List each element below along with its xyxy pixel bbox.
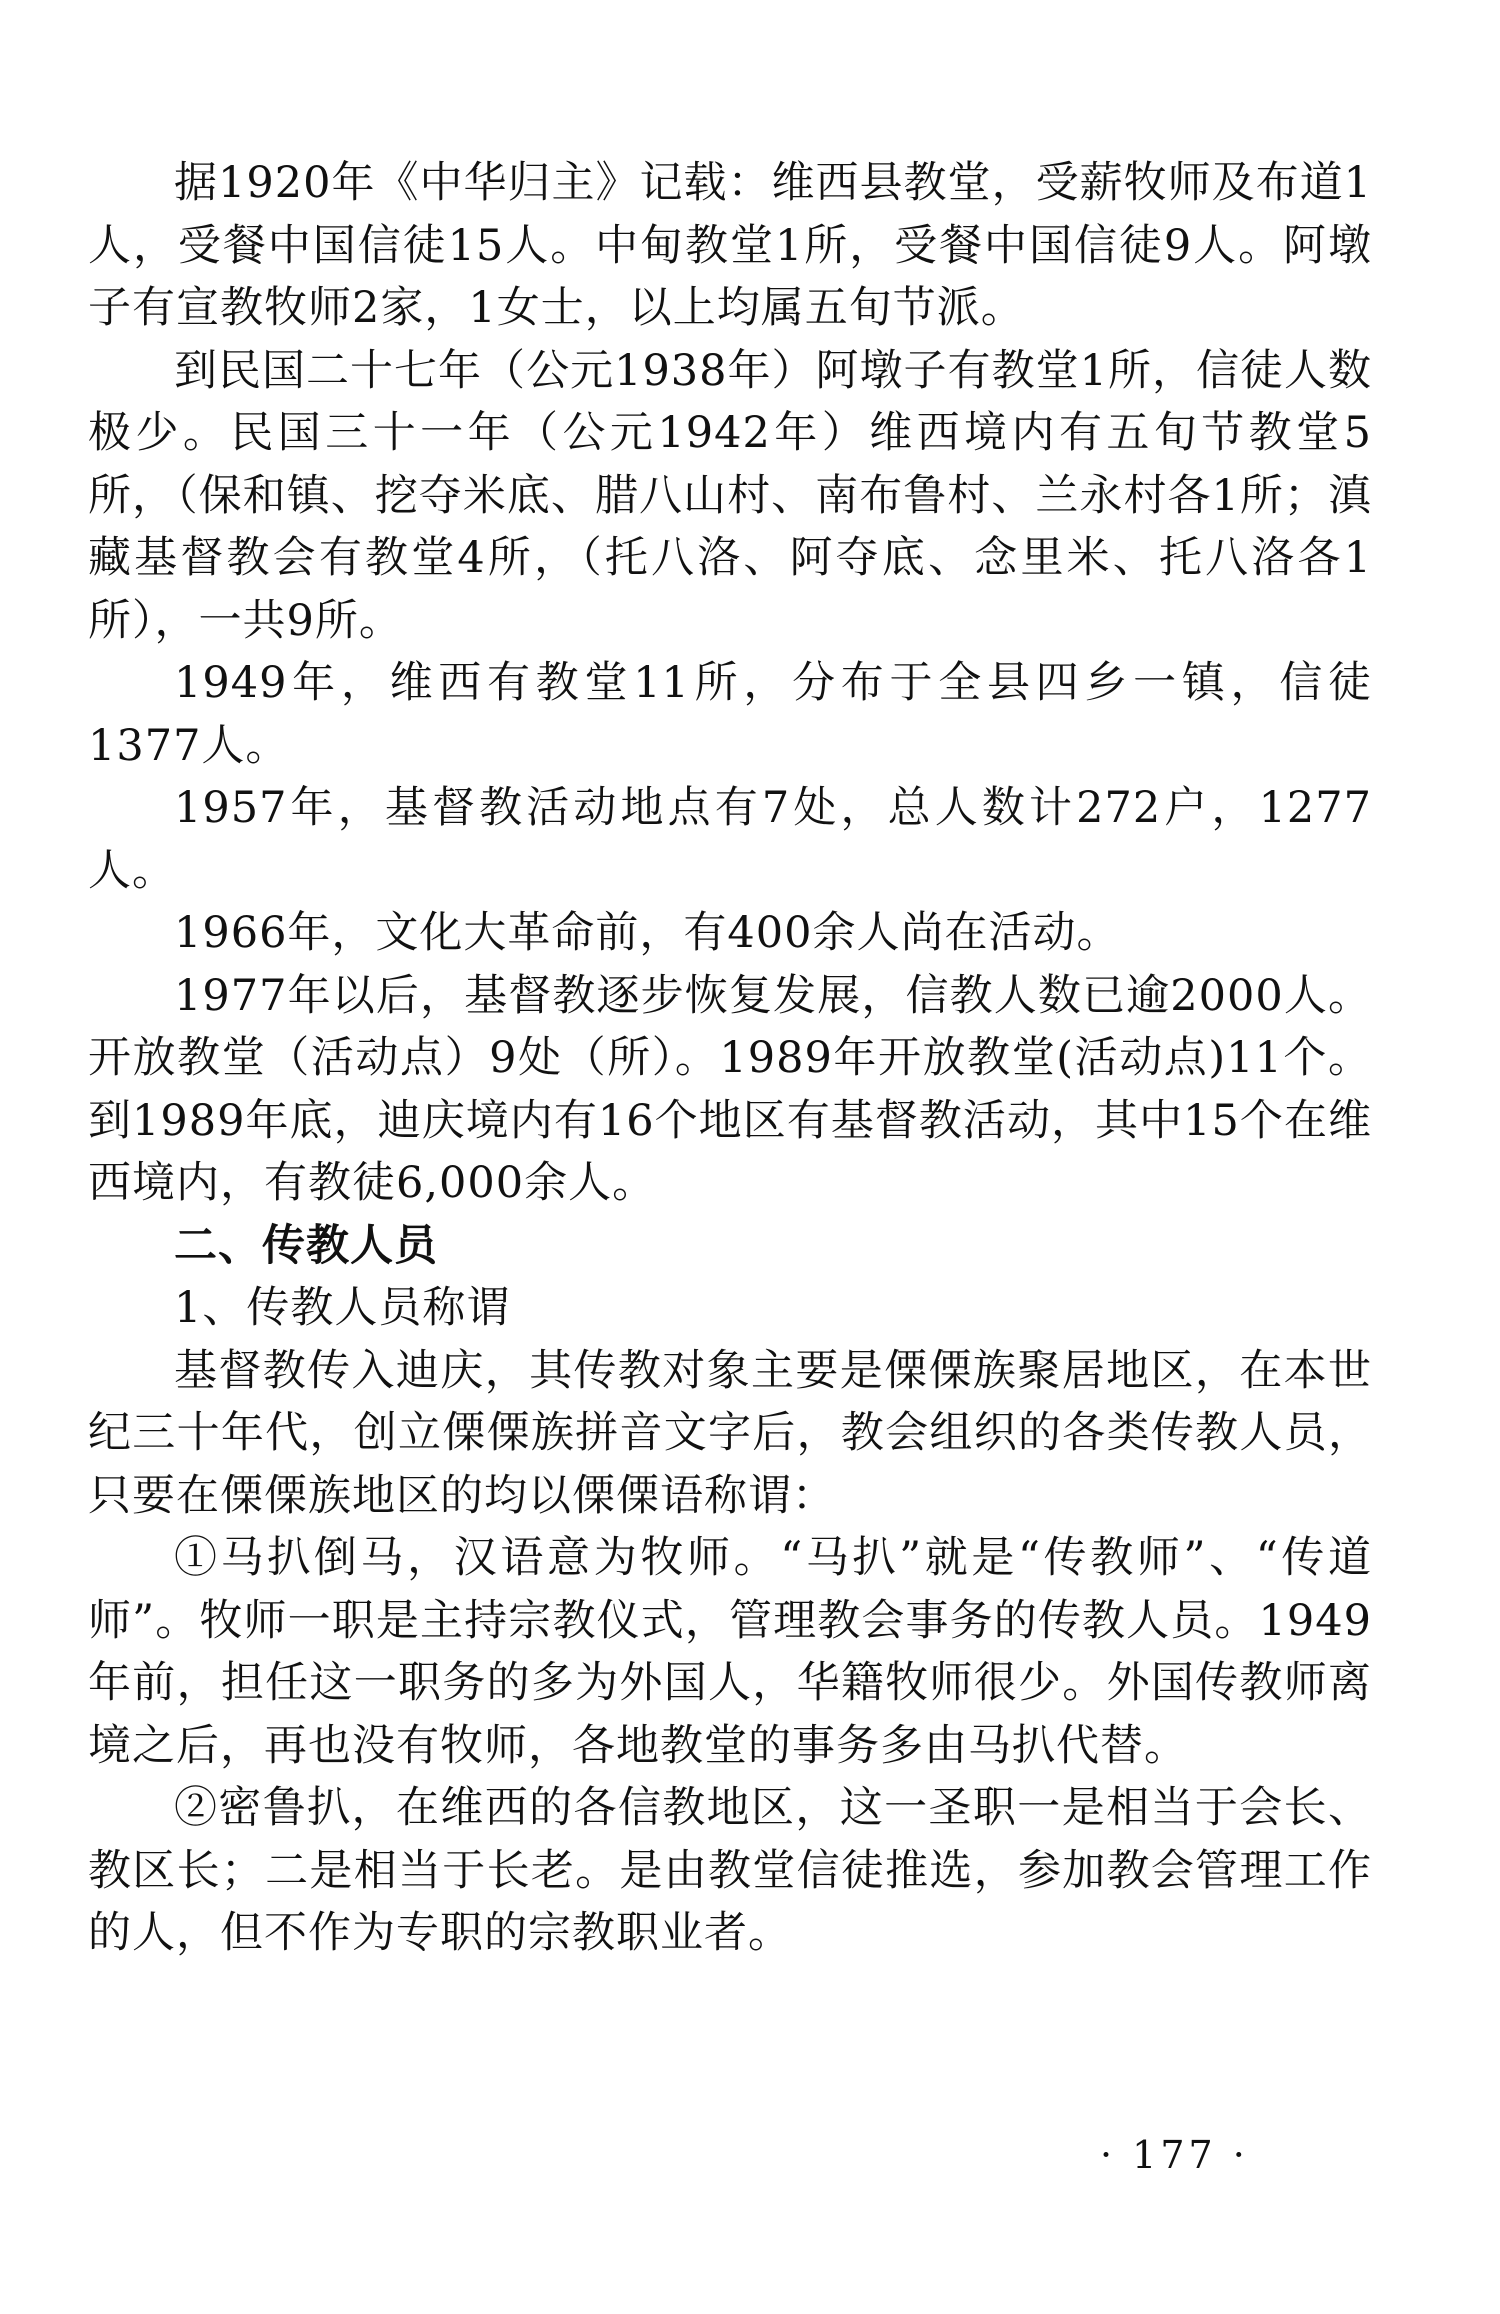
paragraph-milupa: ②密鲁扒，在维西的各信教地区，这一圣职一是相当于会长、教区长；二是相当于长老。是由教堂信徒推选，参加教会管理工作的人，但不作为专职的宗教职业者。 [88,1783,1372,1958]
paragraph-1920-record: 据1920年《中华归主》记载：维西县教堂，受薪牧师及布道1人，受餐中国信徒15人。中甸教堂1所，受餐中国信徒9人。阿墩子有宣教牧师2家，1女士，以上均属五旬节派。 [88,158,1372,333]
paragraph-1957: 1957年，基督教活动地点有7处，总人数计272户，1277人。 [88,783,1372,896]
document-page [88,152,1372,1965]
section-heading: 二、传教人员 [174,1220,438,1271]
paragraph-1977-1989: 1977年以后，基督教逐步恢复发展，信教人数已逾2000人。开放教堂（活动点）9处（所）。1989年开放教堂(活动点)11个。到1989年底，迪庆境内有16个地区有基督教活动，其中15个在维西境内，有教徒6,000余人。 [88,970,1372,1208]
subsection-heading: 1、传教人员称谓 [174,1283,511,1333]
paragraph-introduction: 基督教传入迪庆，其传教对象主要是傈傈族聚居地区，在本世纪三十年代，创立傈傈族拼音文字后，教会组织的各类传教人员，只要在傈傈族地区的均以傈傈语称谓： [88,1345,1372,1521]
paragraph-1949: 1949年，维西有教堂11所，分布于全县四乡一镇，信徒1377人。 [88,658,1372,771]
paragraph-1966: 1966年，文化大革命前，有400余人尚在活动。 [174,908,1121,958]
paragraph-1938-1942: 到民国二十七年（公元1938年）阿墩子有教堂1所，信徒人数极少。民国三十一年（公元1942年）维西境内有五旬节教堂5所，（保和镇、挖夺米底、腊八山村、南布鲁村、兰永村各1所；滇藏基督教会有教堂4所，（托八洛、阿夺底、念里米、托八洛各1所），一共9所。 [88,345,1372,646]
paragraph-mapa: ①马扒倒马，汉语意为牧师。“马扒”就是“传教师”、“传道师”。牧师一职是主持宗教仪式，管理教会事务的传教人员。1949年前，担任这一职务的多为外国人，华籍牧师很少。外国传教师离境之后，再也没有牧师，各地教堂的事务多由马扒代替。 [88,1533,1372,1771]
page-number: · 177 · [1100,2133,1249,2177]
